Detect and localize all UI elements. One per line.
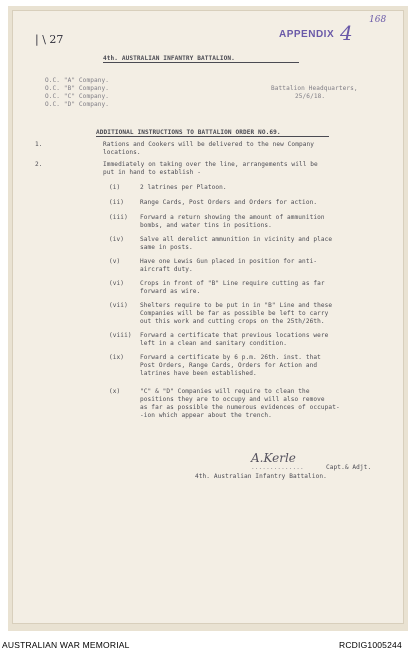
- archive-credit: AUSTRALIAN WAR MEMORIAL: [2, 640, 130, 650]
- item-number-v: (v): [109, 258, 121, 265]
- item-v-line-2: aircraft duty.: [140, 266, 193, 273]
- recipient-d: O.C. "D" Company.: [45, 101, 110, 108]
- item-viii-line-1: Forward a certificate that previous locations were: [140, 332, 329, 339]
- battalion-heading: 4th. AUSTRALIAN INFANTRY BATTALION.: [103, 55, 235, 62]
- item-number-vi: (vi): [109, 280, 125, 287]
- location-line: Battalion Headquarters,: [271, 85, 358, 92]
- recipient-b: O.C. "B" Company.: [45, 85, 110, 92]
- item-x-line-3: as far as possible the numerous evidences of occupat-: [140, 404, 340, 411]
- item-iv-line-1: Salve all derelict ammunition in vicinity and place: [140, 236, 333, 243]
- item-vi-line-1: Crops in front of "B" Line require cutting as far: [140, 280, 325, 287]
- date-line: 25/6/18.: [295, 93, 326, 100]
- item-ix-line-1: Forward a certificate by 6 p.m. 26th. inst. that: [140, 354, 321, 361]
- document-page: [13, 11, 403, 623]
- title-underline: [96, 136, 329, 137]
- appendix-stamp: APPENDIX: [279, 29, 335, 40]
- item-number-iii: (iii): [109, 214, 128, 221]
- item-x-line-2: positions they are to occupy and will also remove: [140, 396, 325, 403]
- signature-dots: ..............: [251, 464, 304, 471]
- item-number-vii: (vii): [109, 302, 128, 309]
- paragraph-number-1: 1.: [35, 141, 43, 148]
- item-ii-line-1: Range Cards, Post Orders and Orders for action.: [140, 199, 318, 206]
- paragraph-1-line-2: locations.: [103, 149, 141, 156]
- signature-rank: Capt.& Adjt.: [326, 464, 372, 471]
- item-ix-line-3: latrines have been established.: [140, 370, 257, 377]
- item-x-line-1: "C" & "D" Companies will require to clean the: [140, 388, 310, 395]
- item-vii-line-1: Shelters require to be put in in "B" Line and these: [140, 302, 333, 309]
- item-iii-line-1: Forward a return showing the amount of ammunition: [140, 214, 325, 221]
- item-viii-line-2: left in a clean and sanitary condition.: [140, 340, 287, 347]
- recipient-c: O.C. "C" Company.: [45, 93, 110, 100]
- archive-reference: RCDIG1005244: [339, 640, 402, 650]
- signature-unit: 4th. Australian Infantry Battalion.: [195, 473, 327, 480]
- paragraph-2-line-1: Immediately on taking over the line, arrangements will be: [103, 161, 318, 168]
- item-ix-line-2: Post Orders, Range Cards, Orders for Action and: [140, 362, 318, 369]
- item-number-ii: (ii): [109, 199, 125, 206]
- recipient-a: O.C. "A" Company.: [45, 77, 110, 84]
- item-iv-line-2: same in posts.: [140, 244, 193, 251]
- item-number-viii: (viii): [109, 332, 132, 339]
- item-vi-line-2: forward as wire.: [140, 288, 201, 295]
- item-v-line-1: Have one Lewis Gun placed in position for anti-: [140, 258, 318, 265]
- item-vii-line-3: out this work and cutting crops on the 25th/26th.: [140, 318, 325, 325]
- folio-mark: | \ 27: [35, 33, 64, 46]
- battalion-underline: [103, 62, 299, 63]
- page-number: 168: [369, 15, 387, 25]
- item-number-x: (x): [109, 388, 121, 395]
- appendix-number: 4: [340, 21, 353, 45]
- item-x-line-4: -ion which appear about the trench.: [140, 412, 272, 419]
- paragraph-number-2: 2.: [35, 161, 43, 168]
- paragraph-2-line-2: put in hand to establish -: [103, 169, 201, 176]
- handwritten-signature: A.Kerle: [251, 451, 296, 465]
- item-number-ix: (ix): [109, 354, 125, 361]
- item-number-i: (i): [109, 184, 121, 191]
- item-i-line-1: 2 latrines per Platoon.: [140, 184, 227, 191]
- item-number-iv: (iv): [109, 236, 125, 243]
- paragraph-1-line-1: Rations and Cookers will be delivered to the new Company: [103, 141, 315, 148]
- item-iii-line-2: bombs, and water tins in positions.: [140, 222, 272, 229]
- order-title: ADDITIONAL INSTRUCTIONS TO BATTALION ORDER NO.69.: [96, 129, 281, 136]
- item-vii-line-2: Companies will be far as possible be left to carry: [140, 310, 329, 317]
